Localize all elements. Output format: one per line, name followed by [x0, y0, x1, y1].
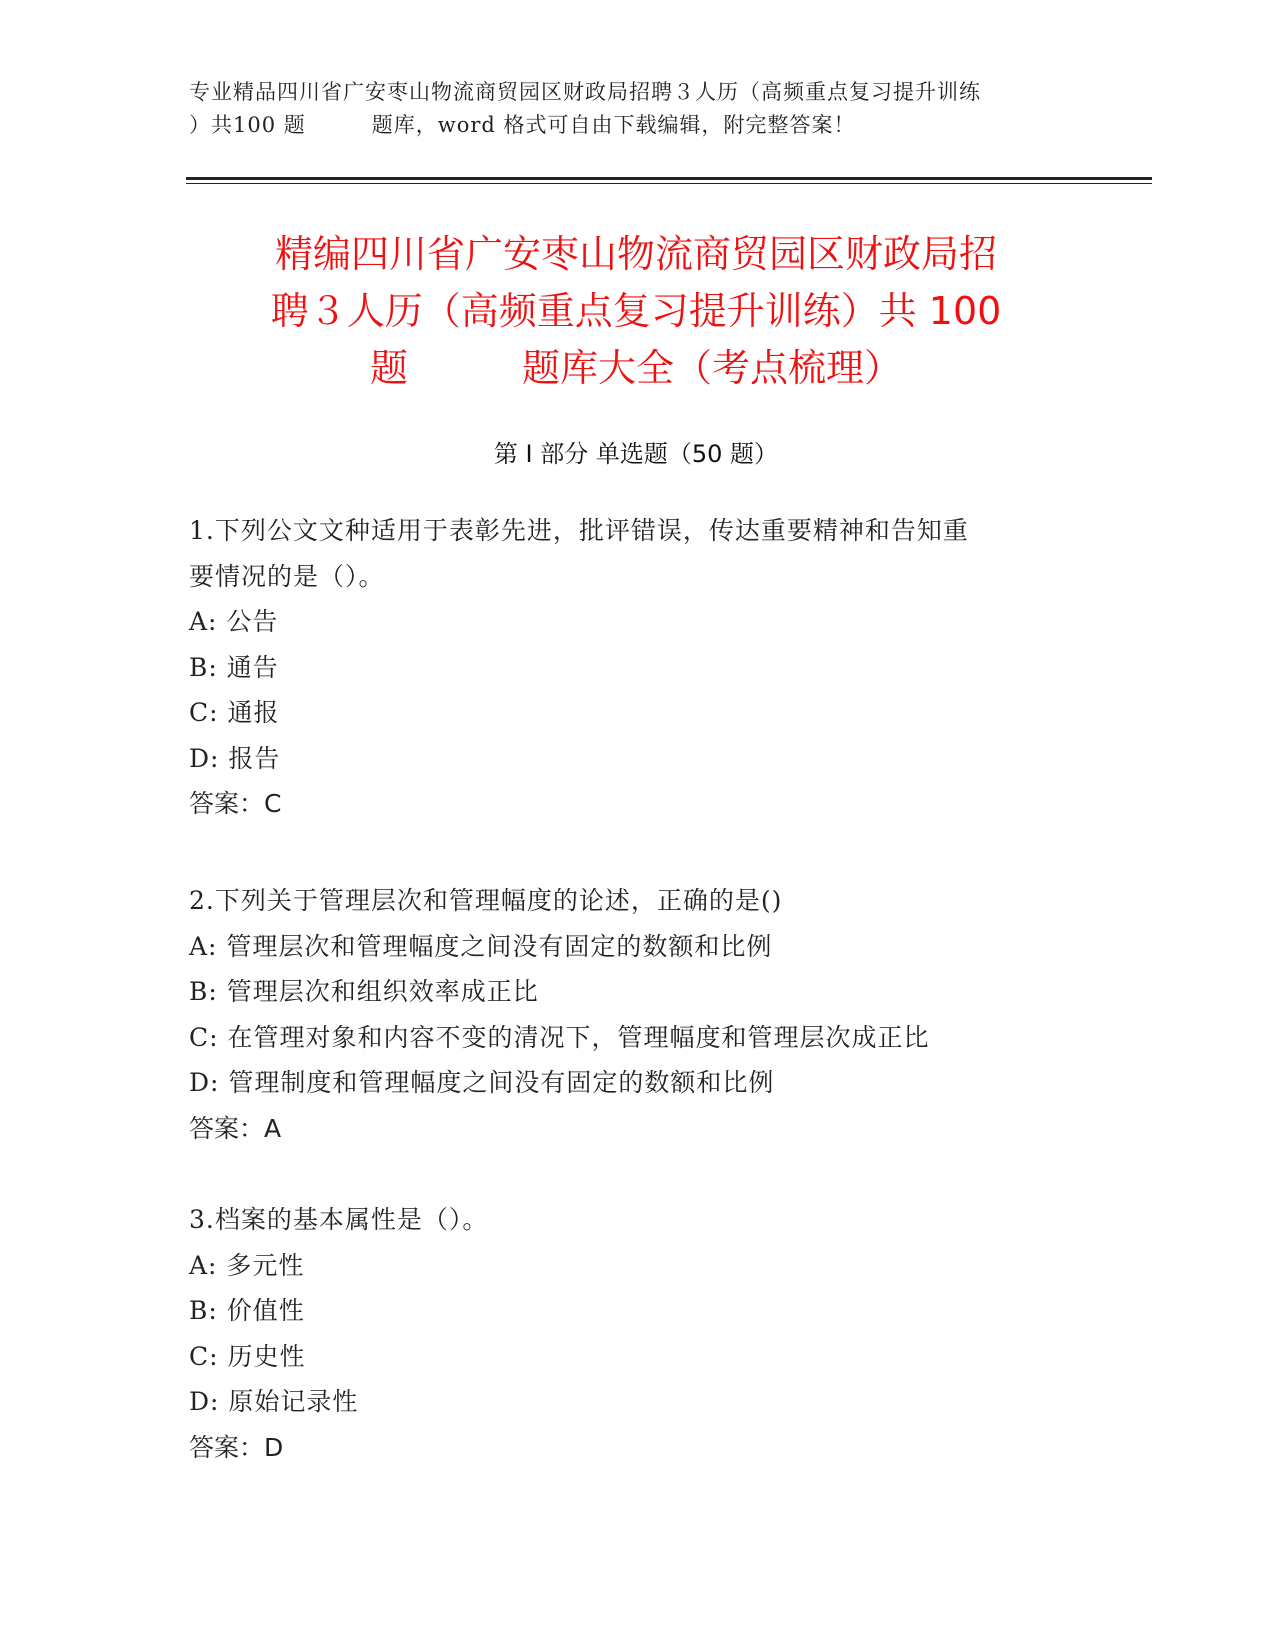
title-line-2: 聘３人历（高频重点复习提升训练）共 100 [270, 289, 1002, 333]
header-divider-thin [186, 183, 1152, 184]
option-d: D: 报告 [189, 743, 281, 773]
answer: 答案：D [189, 1432, 284, 1462]
question-stem: 2.下列关于管理层次和管理幅度的论述，正确的是() [189, 886, 783, 915]
question-3 [189, 1197, 1089, 1470]
question-stem-continued: 要情况的是（）。 [189, 561, 385, 591]
section-heading: 第 I 部分 单选题（50 题） [493, 440, 779, 468]
question-stem: 1.下列公文文种适用于表彰先进，批评错误，传达重要精神和告知重 [189, 516, 969, 545]
option-b: B: 价值性 [189, 1296, 305, 1325]
question-stem: 3.档案的基本属性是（）。 [189, 1205, 489, 1234]
option-a: A: 公告 [189, 607, 279, 636]
title-line-3: 题 题库大全（考点梳理） [369, 346, 902, 390]
header-divider-thick [186, 177, 1152, 180]
question-1 [189, 508, 1089, 827]
header-line-2: ）共100 题 题库，word 格式可自由下载编辑，附完整答案！ [189, 113, 856, 137]
option-c: C: 历史性 [189, 1341, 306, 1371]
option-b: B: 管理层次和组织效率成正比 [189, 977, 539, 1006]
option-d: D: 原始记录性 [189, 1387, 359, 1416]
option-d: D: 管理制度和管理幅度之间没有固定的数额和比例 [189, 1068, 775, 1097]
document-title [186, 226, 1086, 397]
title-line-1: 精编四川省广安枣山物流商贸园区财政局招 [274, 232, 997, 276]
question-2 [189, 878, 1089, 1151]
header-line-1: 专业精品四川省广安枣山物流商贸园区财政局招聘３人历（高频重点复习提升训练 [189, 80, 981, 104]
option-a: A: 多元性 [189, 1250, 305, 1280]
option-b: B: 通告 [189, 652, 279, 682]
page-header [189, 76, 1089, 142]
answer: 答案：A [189, 1113, 282, 1143]
option-a: A: 管理层次和管理幅度之间没有固定的数额和比例 [189, 931, 773, 961]
answer: 答案：C [189, 789, 282, 818]
option-c: C: 在管理对象和内容不变的清况下，管理幅度和管理层次成正比 [189, 1022, 930, 1052]
option-c: C: 通报 [189, 698, 280, 727]
